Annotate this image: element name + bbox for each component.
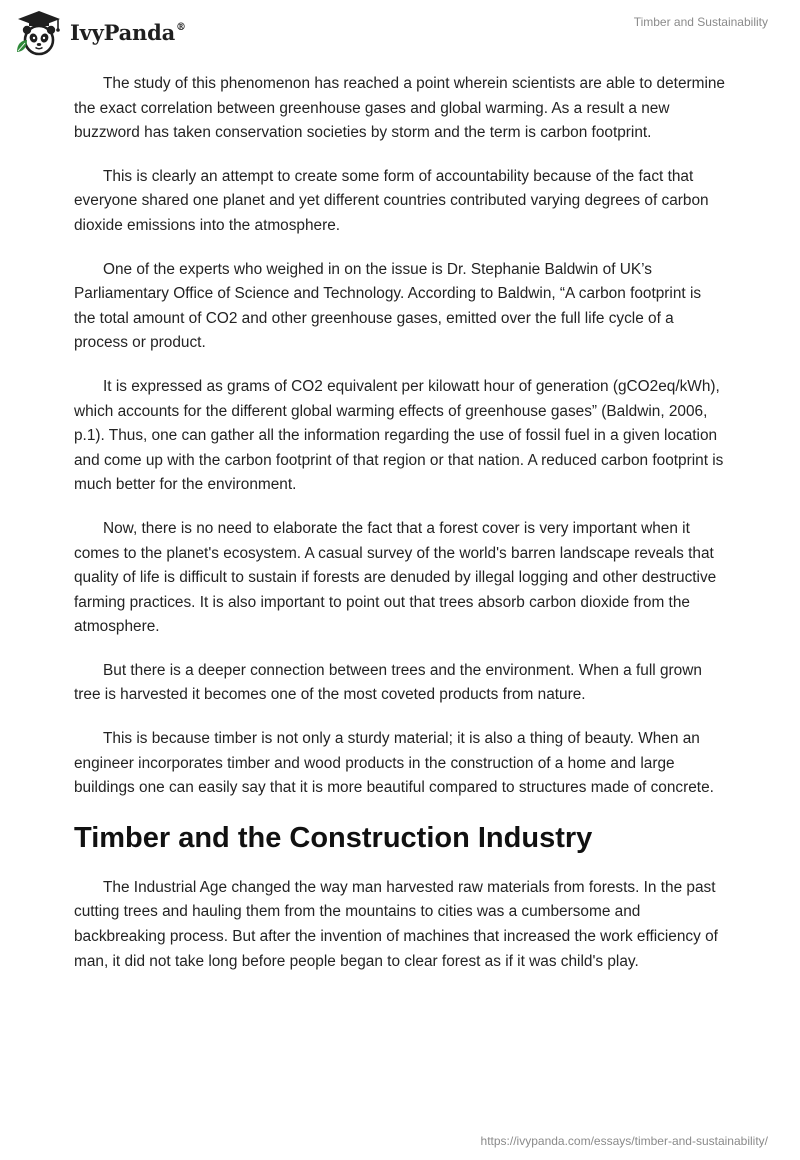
paragraph: The study of this phenomenon has reached a point wherein scientists are able to determine the exact correlation between greenhouse gases and global warming. As a result a new buzzword has taken conservation societies by storm and the term is carbon footprint. [74, 75, 725, 142]
source-url[interactable]: https://ivypanda.com/essays/timber-and-sustainability/ [480, 1134, 768, 1148]
paragraph: This is clearly an attempt to create some form of accountability because of the fact that everyone shared one planet and yet different countries contributed varying degrees of carbon dioxide emissions into the atmosphere. [74, 167, 709, 234]
paragraph: But there is a deeper connection between trees and the environment. When a full grown tree is harvested it becomes one of the most coveted products from nature. [74, 661, 702, 704]
ivypanda-logo[interactable] [14, 8, 186, 58]
registered-mark: ® [176, 21, 186, 33]
paragraph: Now, there is no need to elaborate the fact that a forest cover is very important when it comes to the planet's ecosystem. A casual survey of the world's barren landscape reveals that quality of life is difficult to sustain if forests are denuded by illegal logging and other destructive farming practices. It is also important to point out that trees absorb carbon dioxide from the atmosphere. [74, 519, 717, 636]
essay-body [74, 72, 726, 993]
section-heading: Timber and the Construction Industry [74, 821, 593, 854]
paragraph: The Industrial Age changed the way man harvested raw materials from forests. In the past cutting trees and hauling them from the mountains to cities was a cumbersome and backbreaking process. But after the invention of machines that increased the work efficiency of man, it did not take long before people began to clear forest as if it was child's play. [74, 878, 718, 970]
paragraph: This is because timber is not only a sturdy material; it is also a thing of beauty. When an engineer incorporates timber and wood products in the construction of a home and large buildings one can easily say that it is more beautiful compared to structures made of concrete. [74, 730, 714, 797]
brand-name [70, 20, 186, 45]
panda-graduation-cap-icon [14, 8, 64, 58]
document-title: Timber and Sustainability [633, 15, 768, 29]
page-header [0, 0, 800, 64]
paragraph: It is expressed as grams of CO2 equivalent per kilowatt hour of generation (gCO2eq/kWh), which accounts for the different global warming effects of greenhouse gases” (Baldwin, 2006, p.1). Thus, one can gather all the information regarding the use of fossil fuel in a given location and come up with the carbon footprint of that region or that nation. A reduced carbon footprint is much better for the environment. [74, 377, 724, 494]
brand-name-text: IvyPanda [70, 19, 176, 45]
paragraph: One of the experts who weighed in on the issue is Dr. Stephanie Baldwin of UK’s Parliamentary Office of Science and Technology. According to Baldwin, “A carbon footprint is the total amount of CO2 and other greenhouse gases, emitted over the full life cycle of a process or product. [74, 260, 702, 352]
